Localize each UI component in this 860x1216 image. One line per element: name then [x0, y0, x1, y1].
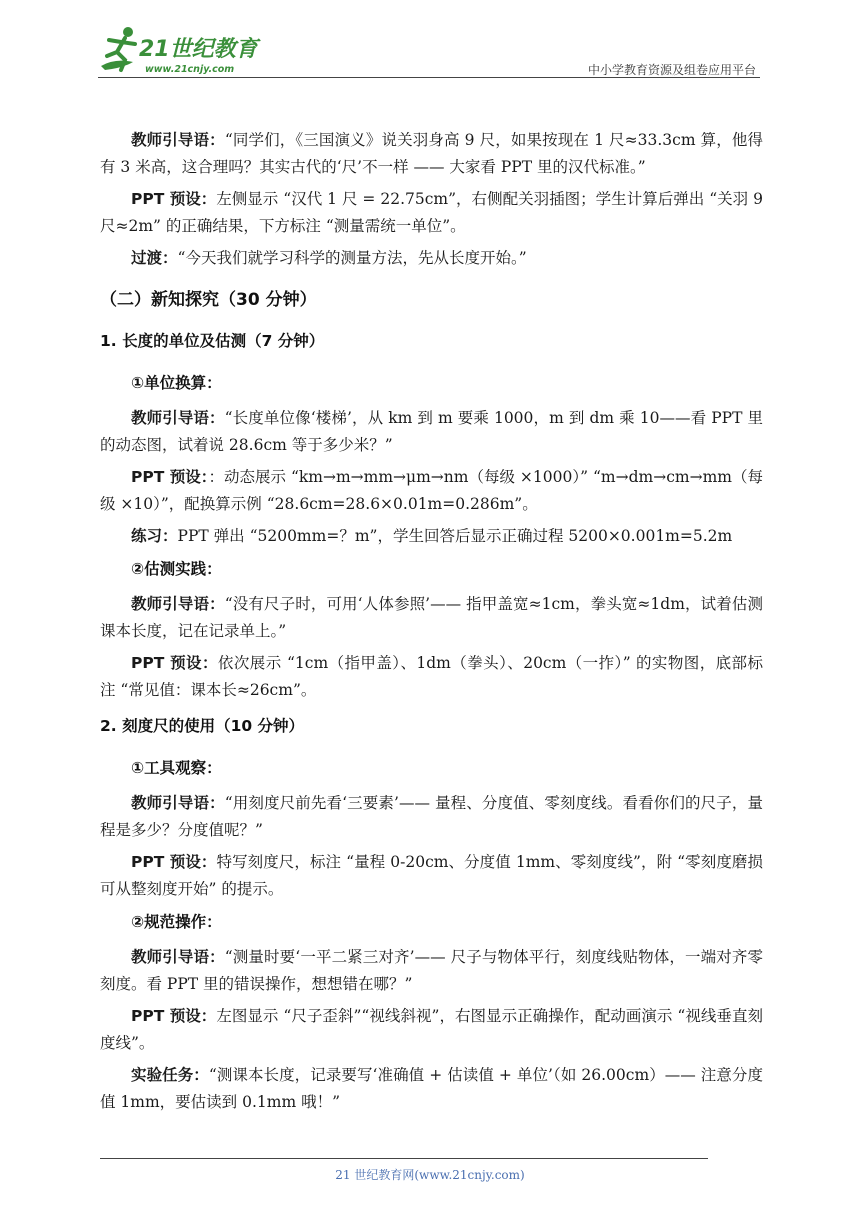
paragraph-text: “同学们，《三国演义》说关羽身高 9 尺，如果按现在 1 尺≈33.3cm 算，他得有 3 米高，这合理吗？其实古代的‘尺’不一样 —— 大家看 PPT 里的汉代标准。”	[100, 131, 763, 176]
paragraph	[100, 591, 763, 645]
step-heading: ①单位换算：	[131, 374, 222, 392]
step-heading: ②规范操作：	[131, 913, 222, 931]
document-body	[100, 127, 763, 1121]
paragraph-text: 依次展示 “1cm（指甲盖）、1dm（拳头）、20cm（一拃）” 的实物图，底部标注 “常见值：课本长≈26cm”。	[100, 654, 763, 699]
paragraph-text: “测量时要‘一平二紧三对齐’—— 尺子与物体平行，刻度线贴物体，一端对齐零刻度。看 PPT 里的错误操作，想想错在哪？”	[100, 948, 763, 993]
paragraph-text: “没有尺子时，可用‘人体参照’—— 指甲盖宽≈1cm，拳头宽≈1dm，试着估测课本长度，记在记录单上。”	[100, 595, 763, 640]
paragraph	[100, 849, 763, 903]
paragraph	[100, 650, 763, 704]
paragraph-label: 过渡：	[131, 249, 178, 267]
paragraph-label: 教师引导语：	[131, 794, 225, 812]
logo-url-text: www.21cnjy.com	[145, 64, 235, 75]
paragraph-label: 教师引导语：	[131, 948, 225, 966]
runner-icon	[101, 27, 135, 70]
paragraph-label: PPT 预设：	[131, 654, 218, 672]
paragraph-label: 实验任务：	[131, 1066, 209, 1084]
platform-name: 中小学教育资源及组卷应用平台	[587, 63, 756, 77]
paragraph-label: 教师引导语：	[131, 595, 225, 613]
footer-divider	[100, 1158, 708, 1159]
step-heading: ①工具观察：	[131, 759, 222, 777]
subsection-heading: 2. 刻度尺的使用（10 分钟）	[100, 717, 305, 735]
site-logo	[95, 22, 265, 78]
paragraph	[100, 464, 763, 518]
paragraph-text: “长度单位像‘楼梯’，从 km 到 m 要乘 1000，m 到 dm 乘 10——看 PPT 里的动态图，试着说 28.6cm 等于多少米？”	[100, 409, 763, 454]
paragraph	[100, 1003, 763, 1057]
paragraph-text: ：动态展示 “km→m→mm→μm→nm（每级 ×1000）” “m→dm→cm→mm（每级 ×10）”，配换算示例 “28.6cm=28.6×0.01m=0.286m”。	[100, 468, 763, 513]
paragraph-label: 教师引导语：	[131, 131, 225, 149]
footer-source: 21 世纪教育网(www.21cnjy.com)	[335, 1168, 525, 1182]
paragraph-text: “测课本长度，记录要写‘准确值 + 估读值 + 单位’（如 26.00cm）—— 注意分度值 1mm，要估读到 0.1mm 哦！”	[100, 1066, 763, 1111]
paragraph-text: 左图显示 “尺子歪斜”“视线斜视”，右图显示正确操作，配动画演示 “视线垂直刻度线”。	[100, 1007, 763, 1052]
paragraph	[100, 127, 763, 181]
header-divider	[98, 77, 760, 78]
paragraph-text: 特写刻度尺，标注 “量程 0-20cm、分度值 1mm、零刻度线”，附 “零刻度磨损可从整刻度开始” 的提示。	[100, 853, 763, 898]
paragraph-label: 练习：	[131, 527, 178, 545]
paragraph-text: PPT 弹出 “5200mm=？m”，学生回答后显示正确过程 5200×0.001m=5.2m	[177, 527, 733, 545]
paragraph	[100, 790, 763, 844]
paragraph	[100, 523, 763, 550]
paragraph	[100, 405, 763, 459]
step-heading: ②估测实践：	[131, 560, 222, 578]
paragraph-text: “今天我们就学习科学的测量方法，先从长度开始。”	[177, 249, 527, 267]
paragraph-label: PPT 预设：	[131, 1007, 217, 1025]
paragraph-label: PPT 预设：	[131, 853, 217, 871]
paragraph-text: 左侧显示 “汉代 1 尺 = 22.75cm”，右侧配关羽插图；学生计算后弹出 “关羽 9 尺≈2m” 的正确结果，下方标注 “测量需统一单位”。	[100, 190, 763, 235]
paragraph-label: PPT 预设：	[131, 190, 217, 208]
logo-main-text: 21世纪教育	[139, 37, 258, 62]
paragraph	[100, 1062, 763, 1116]
subsection-heading: 1. 长度的单位及估测（7 分钟）	[100, 332, 325, 350]
paragraph	[100, 245, 763, 272]
section-heading: （二）新知探究（30 分钟）	[100, 290, 317, 310]
page-header	[0, 0, 860, 84]
paragraph-text: “用刻度尺前先看‘三要素’—— 量程、分度值、零刻度线。看看你们的尺子，量程是多少？分度值呢？”	[100, 794, 763, 839]
paragraph-label: 教师引导语：	[131, 409, 225, 427]
paragraph-label: PPT 预设：	[131, 468, 209, 486]
paragraph	[100, 944, 763, 998]
paragraph	[100, 186, 763, 240]
